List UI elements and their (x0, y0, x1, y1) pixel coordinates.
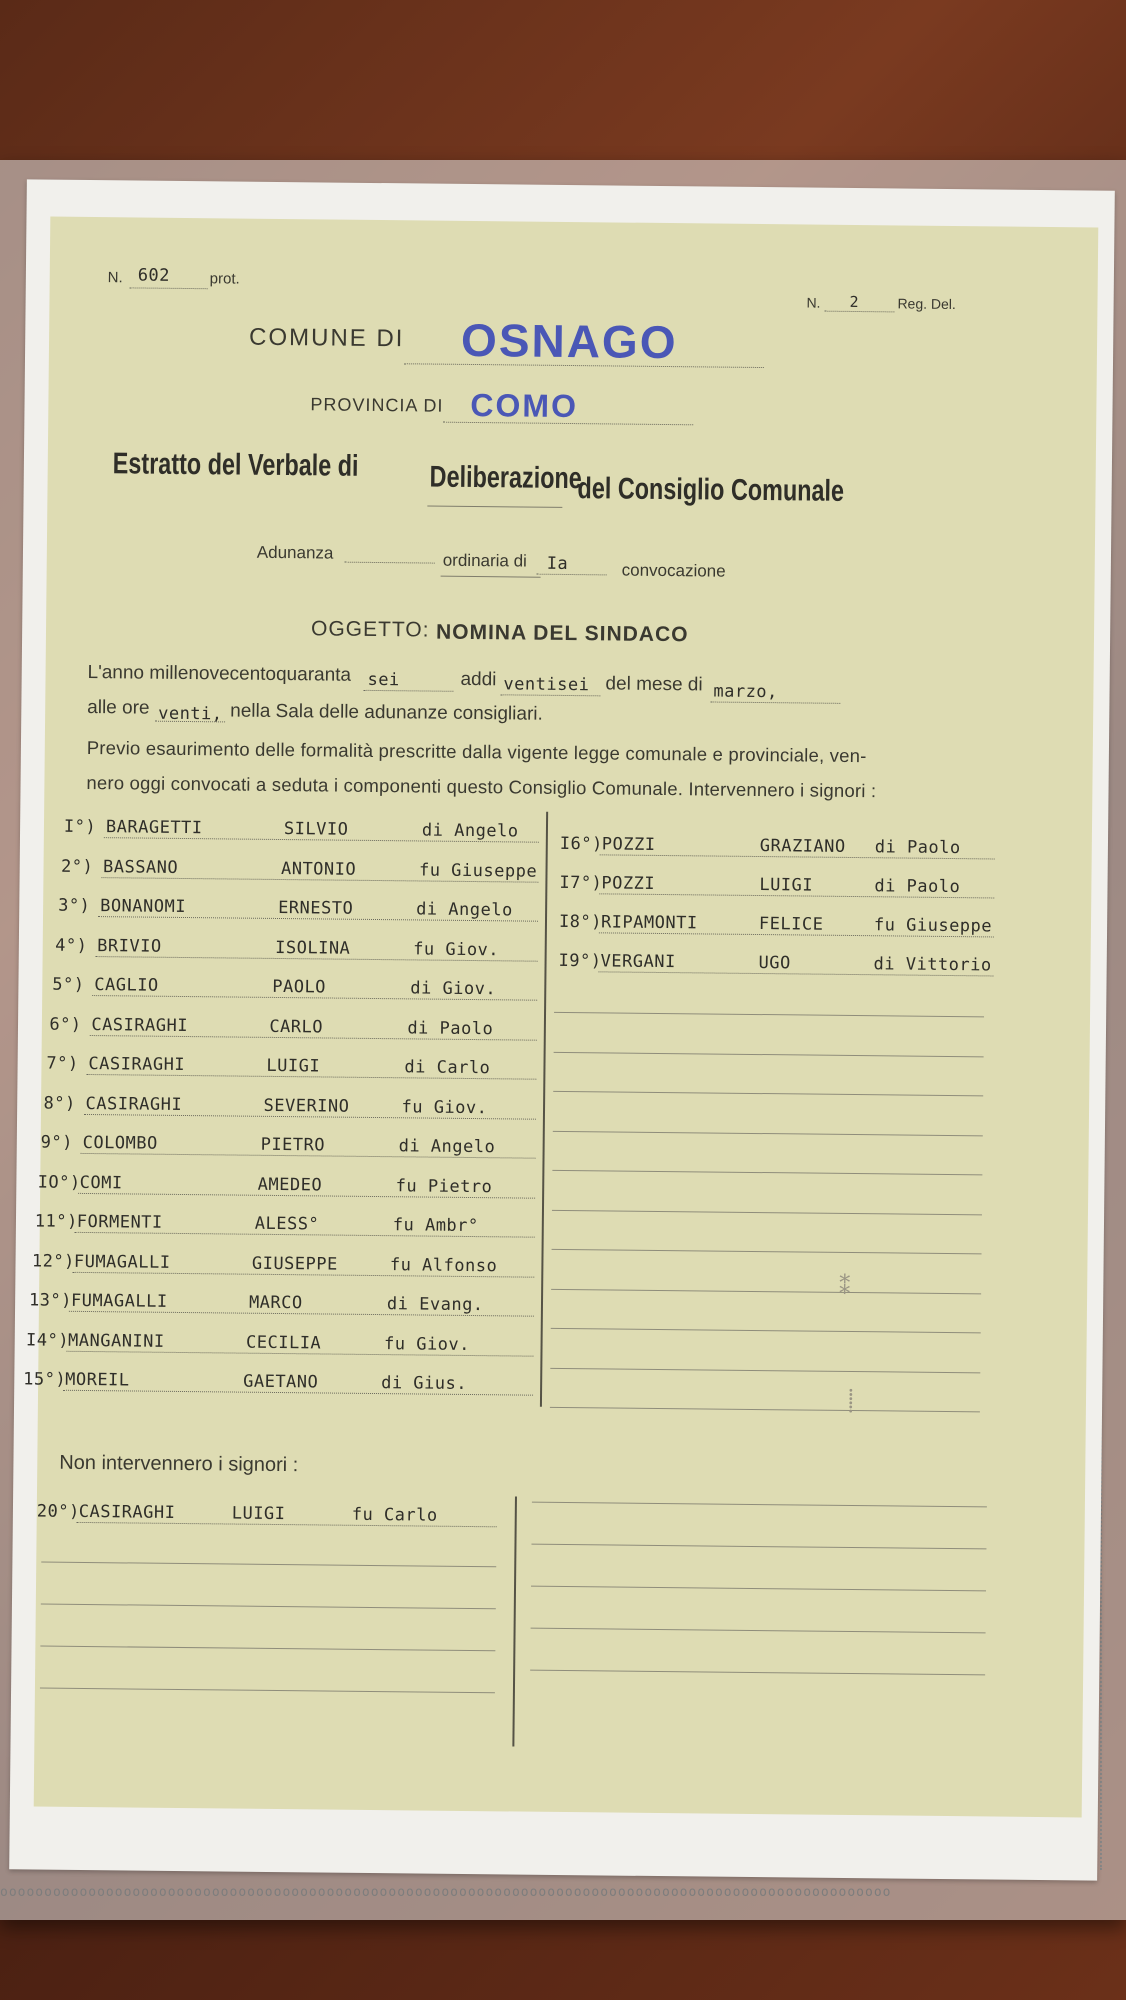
member-parent: fu Giuseppe (418, 859, 538, 882)
member-parent: di Evang. (386, 1294, 484, 1316)
empty-entry-line (552, 1170, 982, 1176)
body-month-text: del mese di (605, 673, 703, 696)
document-page (23, 217, 1099, 1818)
absent-number: 20°) (36, 1501, 80, 1522)
adunanza-dotted-line-2 (537, 574, 607, 576)
member-number: 8°) (43, 1093, 76, 1114)
comune-label: COMUNE DI (248, 323, 405, 353)
member-parent: fu Ambr° (392, 1215, 479, 1237)
member-number: 2°) (60, 856, 94, 877)
adunanza-dotted-line-1 (345, 562, 435, 564)
member-surname: BASSANO (102, 856, 179, 878)
absent-parent: fu Carlo (351, 1504, 438, 1526)
member-parent: di Paolo (874, 876, 961, 898)
body-year-text: L'anno millenovecentoquaranta (87, 661, 352, 686)
title-part3: del Consiglio Comunale (577, 472, 845, 508)
absent-first-name: LUIGI (231, 1503, 286, 1525)
member-first-name: UGO (758, 953, 791, 974)
member-parent: fu Giov. (383, 1333, 471, 1355)
member-surname: CASIRAGHI (88, 1054, 186, 1076)
absent-column-divider (512, 1496, 517, 1746)
member-parent: di Gius. (381, 1373, 468, 1394)
member-parent: fu Alfonso (389, 1254, 498, 1276)
member-parent: di Angelo (416, 899, 513, 921)
member-first-name: CARLO (269, 1016, 324, 1037)
member-number: 15°) (23, 1369, 67, 1390)
member-number: 11°) (34, 1211, 78, 1232)
member-surname: CASIRAGHI (91, 1014, 189, 1036)
member-number: 13°) (28, 1290, 73, 1311)
member-parent: fu Giov. (401, 1096, 488, 1118)
member-first-name: AMEDEO (257, 1174, 323, 1195)
body-hall-text: nella Sala delle adunanze consigliari. (230, 700, 543, 725)
member-first-name: GAETANO (243, 1371, 319, 1393)
member-number: I7°) (559, 872, 603, 894)
member-parent: fu Giuseppe (873, 915, 993, 937)
member-surname: BRIVIO (97, 935, 162, 957)
empty-entry-line (552, 1249, 982, 1255)
member-parent: fu Giov. (413, 938, 500, 960)
member-number: I6°) (559, 833, 603, 855)
body-year-fill: sei (367, 669, 400, 691)
member-number: 5°) (52, 974, 85, 995)
body-hour-fill: venti, (158, 703, 223, 725)
absent-empty-line (530, 1670, 985, 1676)
member-surname: FUMAGALLI (73, 1251, 171, 1273)
member-first-name: SILVIO (283, 819, 349, 840)
body-month-dotted (710, 701, 840, 703)
member-surname: COMI (79, 1172, 123, 1193)
member-number: I8°) (558, 911, 603, 933)
member-surname: VERGANI (600, 951, 676, 973)
member-number: 12°) (31, 1250, 75, 1272)
provincia-name: COMO (470, 386, 579, 425)
absent-empty-line (531, 1586, 986, 1592)
member-parent: di Carlo (404, 1057, 491, 1079)
member-number: 9°) (40, 1132, 73, 1153)
member-number: 7°) (46, 1053, 79, 1074)
member-number: I4°) (25, 1329, 70, 1351)
body-year-dotted (363, 690, 453, 692)
absent-empty-line (41, 1562, 496, 1568)
body-day-dotted (500, 694, 600, 696)
prot-number: 602 (137, 265, 171, 286)
empty-entry-line (551, 1288, 981, 1294)
empty-entry-line (550, 1367, 980, 1373)
member-number: I°) (63, 816, 97, 838)
adunanza-type-underline (441, 576, 541, 578)
title-part1: Estratto del Verbale di (112, 447, 359, 483)
absent-empty-line (531, 1628, 986, 1634)
empty-entry-line (550, 1407, 980, 1413)
member-surname: MOREIL (65, 1369, 130, 1391)
absent-empty-line (40, 1688, 495, 1694)
body-month-fill: marzo, (713, 681, 778, 703)
member-first-name: ANTONIO (280, 858, 357, 880)
member-surname: FUMAGALLI (70, 1290, 168, 1312)
empty-entry-line (553, 1091, 983, 1097)
provincia-label: PROVINCIA DI (310, 394, 444, 416)
oggetto-label: OGGETTO: (310, 617, 430, 642)
adunanza-label: Adunanza (256, 542, 334, 563)
member-parent: di Paolo (407, 1017, 494, 1039)
absent-empty-line (41, 1604, 496, 1610)
empty-entry-line (552, 1209, 982, 1215)
member-first-name: PIETRO (260, 1134, 326, 1156)
comune-name: OSNAGO (460, 313, 678, 369)
member-surname: CAGLIO (94, 975, 159, 996)
prot-dotted-line (130, 287, 208, 289)
member-first-name: ISOLINA (275, 937, 351, 959)
adunanza-type: ordinaria di (442, 550, 527, 571)
pencil-mark: ⁑ (839, 1274, 851, 1300)
absent-empty-line (531, 1544, 986, 1550)
reg-prefix: N. (806, 294, 821, 311)
member-first-name: ERNESTO (278, 897, 354, 919)
empty-entry-line (553, 1130, 983, 1136)
title-underline (427, 506, 562, 508)
adunanza-suffix: convocazione (621, 560, 726, 581)
absent-surname: CASIRAGHI (78, 1501, 176, 1523)
member-parent: di Vittorio (873, 954, 992, 976)
member-first-name: SEVERINO (263, 1095, 350, 1117)
member-parent: di Angelo (421, 820, 519, 842)
empty-entry-line (554, 1051, 984, 1057)
member-parent: di Giov. (410, 978, 497, 1000)
reg-number: 2 (849, 292, 860, 312)
prot-label: prot. (209, 270, 240, 288)
title-part2: Deliberazione (429, 460, 582, 496)
empty-entry-line (551, 1328, 981, 1334)
member-surname: POZZI (601, 834, 656, 855)
member-first-name: FELICE (758, 914, 824, 935)
body-formality-line: Previo esaurimento delle formalità prescritte dalla vigente legge comunale e provinciale, ven- (86, 736, 867, 767)
member-first-name: LUIGI (266, 1055, 321, 1077)
body-day-fill: ventisei (503, 674, 590, 696)
reg-dotted-line (824, 311, 894, 313)
member-number: IO°) (37, 1171, 81, 1193)
sleeve-perforation-bottom: ooooooooooooooooooooooooooooooooooooooooooooooooooooooooooooooooooooooooooooooooooooooooooooooooooooo (0, 1885, 892, 1900)
body-addi-text: addi (460, 668, 497, 691)
member-number: 4°) (55, 935, 88, 956)
member-surname: MANGANINI (67, 1330, 165, 1352)
member-first-name: GIUSEPPE (251, 1253, 338, 1275)
member-parent: di Paolo (874, 837, 961, 859)
empty-entry-line (554, 1012, 984, 1018)
member-first-name: CECILIA (245, 1332, 322, 1353)
member-surname: POZZI (601, 873, 656, 894)
member-surname: BARAGETTI (105, 817, 203, 839)
member-first-name: ALESS° (254, 1213, 320, 1235)
member-number: 3°) (58, 895, 91, 917)
absent-empty-line (40, 1646, 495, 1652)
member-number: I9°) (558, 950, 602, 972)
member-parent: di Angelo (398, 1136, 496, 1158)
body-hour-text: alle ore (87, 696, 150, 719)
absent-label: Non intervennero i signori : (59, 1451, 299, 1477)
member-first-name: GRAZIANO (759, 836, 846, 857)
present-column-divider (540, 812, 548, 1407)
pencil-mark: ⸽ (847, 1388, 854, 1415)
member-number: 6°) (49, 1014, 82, 1035)
member-first-name: MARCO (248, 1292, 303, 1314)
member-surname: RIPAMONTI (600, 912, 698, 934)
member-first-name: LUIGI (759, 875, 814, 896)
prot-prefix: N. (107, 269, 123, 287)
member-surname: BONANOMI (100, 896, 187, 918)
oggetto-value: NOMINA DEL SINDACO (435, 620, 689, 647)
body-convocation-line: nero oggi convocati a seduta i componenti questo Consiglio Comunale. Intervennero i signori : (86, 771, 877, 802)
adunanza-number: Ia (546, 553, 569, 574)
absent-empty-line (532, 1502, 987, 1508)
member-surname: FORMENTI (76, 1211, 163, 1233)
member-parent: fu Pietro (395, 1175, 493, 1197)
member-surname: CASIRAGHI (85, 1093, 183, 1115)
member-first-name: PAOLO (272, 976, 327, 998)
member-surname: COLOMBO (82, 1132, 158, 1154)
reg-label: Reg. Del. (897, 295, 956, 313)
